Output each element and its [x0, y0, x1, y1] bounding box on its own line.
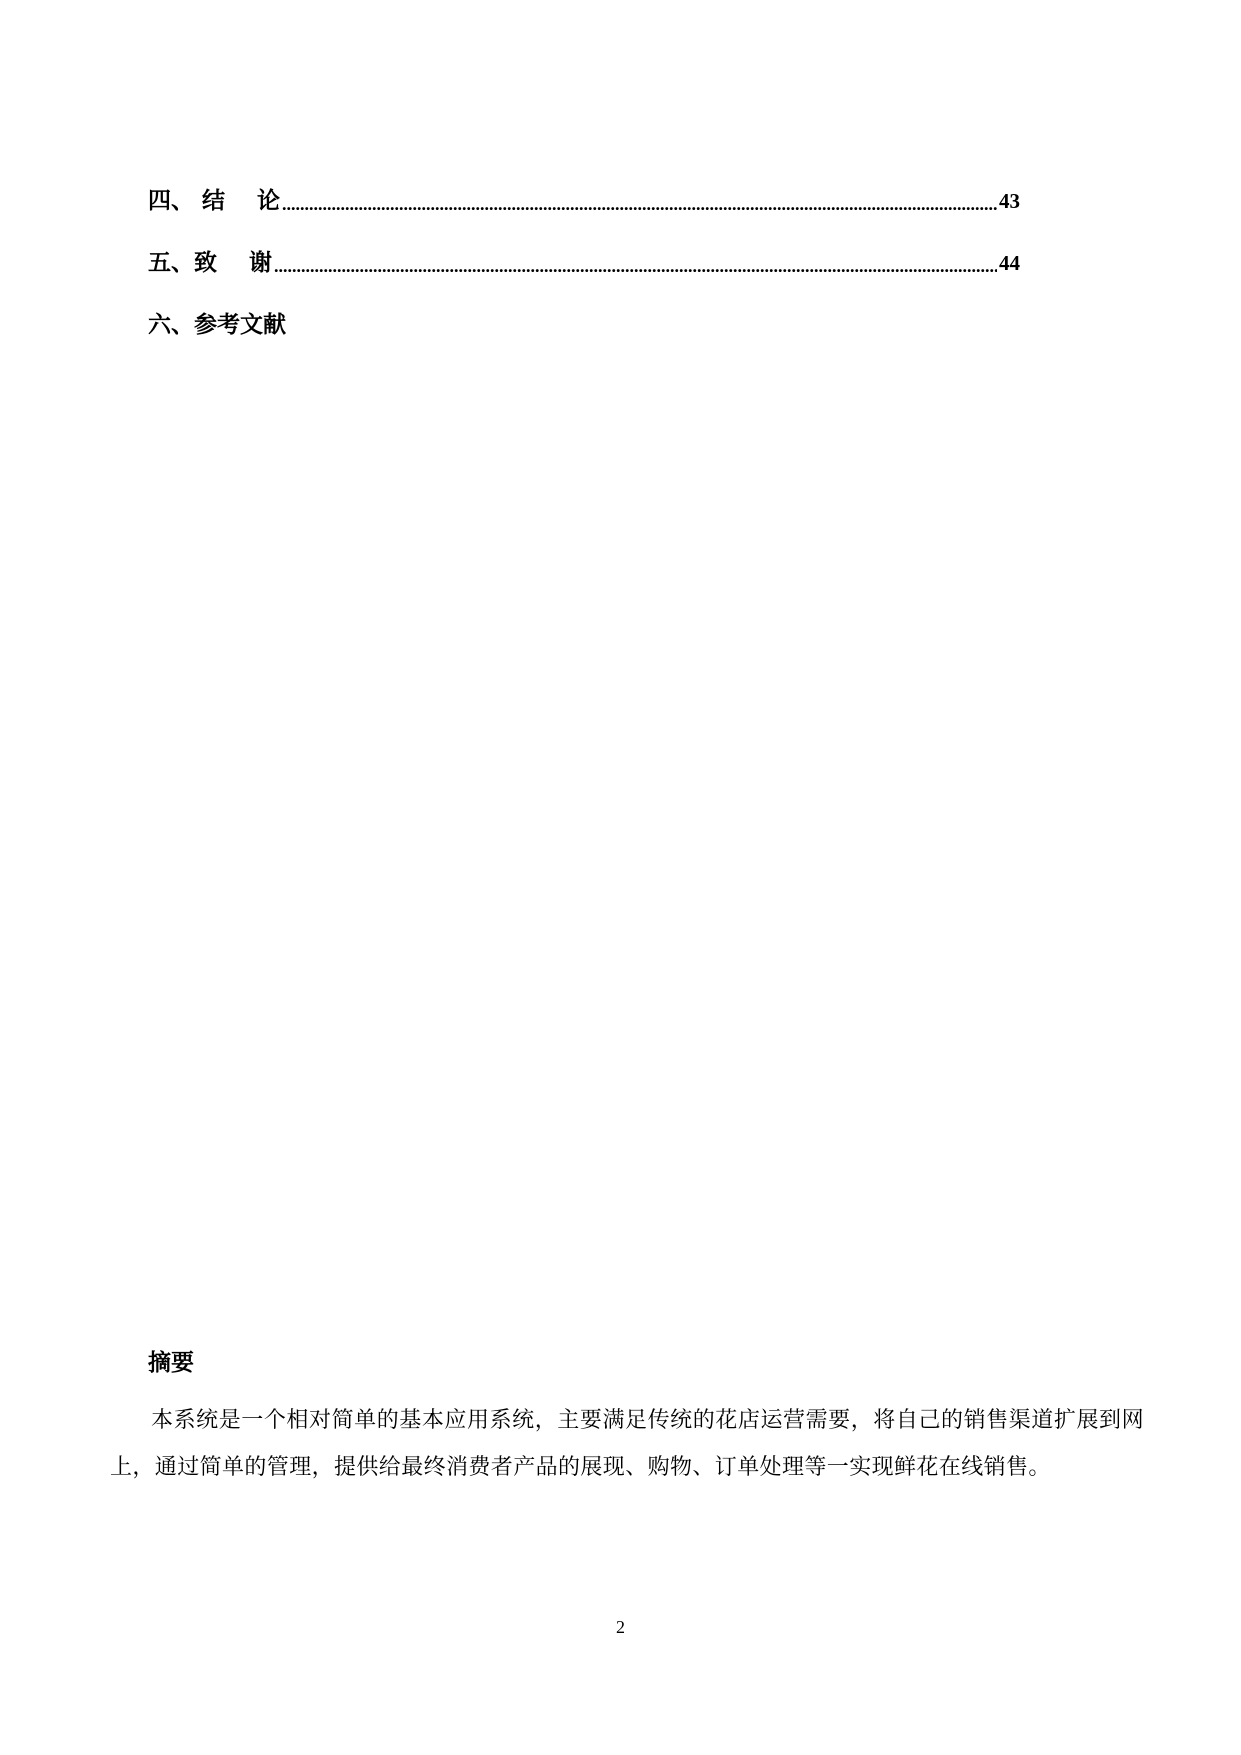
toc-dot-leader	[282, 189, 997, 219]
abstract-heading: 摘要	[148, 1349, 194, 1376]
toc-entry-page-number: 44	[999, 251, 1020, 275]
page-number: 2	[616, 1617, 625, 1637]
toc-entry-references[interactable]	[148, 307, 1020, 343]
toc-entry-acknowledgements[interactable]	[148, 245, 1020, 281]
toc-dot-leader	[274, 251, 997, 281]
abstract-body: 本系统是一个相对简单的基本应用系统，主要满足传统的花店运营需要，将自己的销售渠道扩展到网上，通过简单的管理，提供给最终消费者产品的展现、购物、订单处理等一实现鲜花在线销售。	[110, 1408, 1144, 1480]
toc-entry-page-number: 43	[999, 189, 1020, 213]
toc-entry-label: 六、参考文献	[148, 311, 286, 338]
toc-entry-label: 四、 结 论	[148, 187, 281, 214]
toc-entry-conclusion[interactable]	[148, 183, 1020, 219]
toc-entry-label: 五、致 谢	[148, 249, 273, 276]
